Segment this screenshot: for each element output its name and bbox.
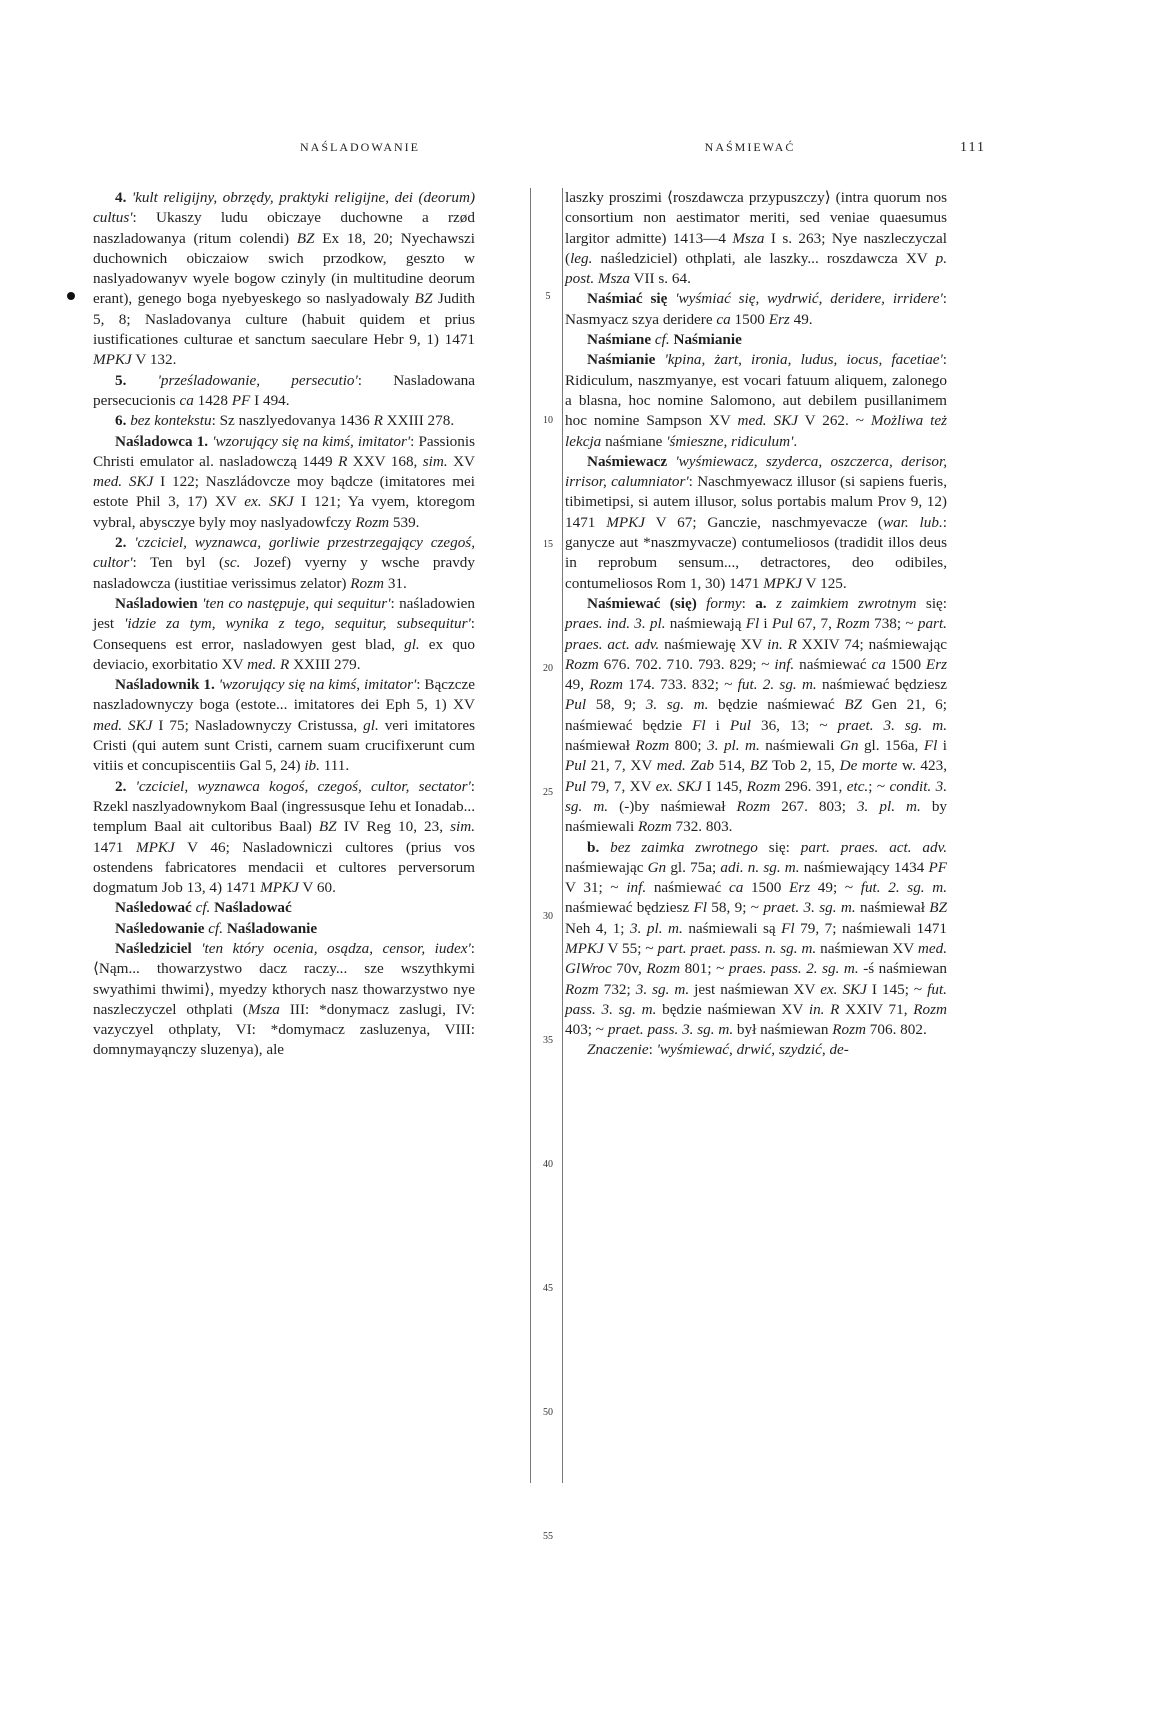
line-number: 50	[543, 1407, 553, 1419]
column-rule-right	[562, 188, 563, 1483]
line-number: 40	[543, 1159, 553, 1171]
line-number: 45	[543, 1283, 553, 1295]
margin-bullet-mark	[67, 292, 75, 300]
left-column	[93, 188, 475, 1061]
line-number: 15	[543, 539, 553, 551]
entry-paragraph: Naśladownik 1. 'wzorujący się na kimś, imitator': Bączcze naszladownyczy boga (estote... imitatores dei Eph 5, 1) XV med. SKJ I 75; Nasladownyczy Cristussa, gl. veri imitatores Cristi (qui autem sunt Cristi, carnem suam crucifixerunt cum vitiis et concupiscentiis Gal 5, 24) ib. 111.	[93, 676, 476, 775]
entry-paragraph: Naśladowien 'ten co następuje, qui sequitur': naśladowien jest 'idzie za tym, wynika z tego, sequitur, subsequitur': Consequens est error, nasladowyen gest blad, gl. ex quo deviacio, exorbitatio XV med. R XXIII 279.	[93, 594, 476, 673]
entry-paragraph: 6. bez kontekstu: Sz naszlyedovanya 1436 R XXIII 278.	[115, 412, 455, 430]
entry-paragraph: Znaczenie: 'wyśmiewać, drwić, szydzić, de-	[587, 1041, 849, 1059]
entry-paragraph: Naśmiane cf. Naśmianie	[587, 331, 742, 349]
running-header-right: NAŚMIEWAĆ	[704, 140, 796, 154]
line-number: 10	[543, 415, 553, 427]
line-number: 25	[543, 787, 553, 799]
entry-paragraph: 4. 'kult religijny, obrzędy, praktyki religijne, dei (deorum) cultus': Ukaszy ludu obiczaye duchowne a rzød naszladowanya (ritum colendi) BZ Ex 18, 20; Nyechawszi duchownich obiczaiow swich przodkow, geszto w naslyadowanyv wyele bogow czinyly (in multitudine deorum erant), genego boga nyebyeskego so naslyadowaly BZ Judith 5, 8; Nasladovanya culture (habuit quidem et prius iustificationes culturae et sanctum saeculare Hebr 9, 1) 1471 MPKJ V 132.	[93, 189, 475, 369]
line-number: 20	[543, 663, 553, 675]
entry-paragraph: Naśledowanie cf. Naśladowanie	[115, 919, 318, 937]
entry-paragraph: b. bez zaimka zwrotnego się: part. praes. act. adv. naśmiewając Gn gl. 75a; adi. n. sg. m. naśmiewający 1434 PF V 31; ~ inf. naśmiewać ca 1500 Erz 49; ~ fut. 2. sg. m. naśmiewać będziesz Fl 58, 9; ~ praet. 3. sg. m. naśmiewał BZ Neh 4, 1; 3. pl. m. naśmiewali są Fl 79, 7; naśmiewali 1471 MPKJ V 55; ~ part. praet. pass. n. sg. m. naśmiewan XV med. GlWroc 70v, Rozm 801; ~ praes. pass. 2. sg. m. -ś naśmiewan Rozm 732; 3. sg. m. jest naśmiewan XV ex. SKJ I 145; ~ fut. pass. 3. sg. m. będzie naśmiewan XV in. R XXIV 71, Rozm 403; ~ praet. pass. 3. sg. m. był naśmiewan Rozm 706. 802.	[565, 838, 948, 1039]
entry-paragraph: Naśmiać się 'wyśmiać się, wydrwić, deridere, irridere': Nasmyacz szya deridere ca 1500 Erz 49.	[565, 290, 947, 328]
entry-paragraph: Naśladowca 1. 'wzorujący się na kimś, imitator': Passionis Christi emulator al. nasladowczą 1449 R XXV 168, sim. XV med. SKJ I 122; Naszládovcze moy bądcze (imitatores mei estote Phil 3, 17) XV ex. SKJ I 121; Ya vyem, ktoregom vybral, abysczye byly moy naslyadowfczy Rozm 539.	[93, 432, 476, 531]
line-number: 35	[543, 1035, 553, 1047]
column-rule-left	[530, 188, 531, 1483]
entry-paragraph: 2. 'czciciel, wyznawca, gorliwie przestrzegający czegoś, cultor': Ten byl (sc. Jozef) vyerny y wsche pravdy nasladowcza (iustitiae verissimus zelator) Rozm 31.	[93, 534, 476, 592]
right-column	[565, 188, 947, 1061]
line-number: 30	[543, 911, 553, 923]
entry-paragraph: Naśledziciel 'ten który ocenia, osądza, censor, iudex': ⟨Nąm... thowarzystwo dacz raczy... sze wszythkymi swyathimi thwimi⟩, myedzy kthorych nasz thowarzystwo nye naszleczyczel othplati (Msza III: *donymacz zaslugi, IV: vazyczyel othplaty, VI: *domymacz zasluzenya, VIII: domnymayąnczy sluzenya), ale	[93, 939, 475, 1059]
entry-paragraph: Naśmiewacz 'wyśmiewacz, szyderca, oszczerca, derisor, irrisor, calumniator': Naschmyewacz illusor (si sapiens fueris, tibimetipsi, si autem illusor, solus portabis malum Prov 9, 12) 1471 MPKJ V 67; Ganczie, naschmyevacze (war. lub.: ganycze aut *naszmyvacze) contumeliosos (tradidit illos deus in reprobum sensum..., detractores, deo odibiles, contumeliosos Rom 1, 30) 1471 MPKJ V 125.	[565, 452, 948, 592]
entry-paragraph: Naśmiewać (się) formy: a. z zaimkiem zwrotnym się: praes. ind. 3. pl. naśmiewają Fl i Pul 67, 7, Rozm 738; ~ part. praes. act. adv. naśmiewaję XV in. R XXIV 74; naśmiewając Rozm 676. 702. 710. 793. 829; ~ inf. naśmiewać ca 1500 Erz 49, Rozm 174. 733. 832; ~ fut. 2. sg. m. naśmiewać będziesz Pul 58, 9; 3. sg. m. będzie naśmiewać BZ Gen 21, 6; naśmiewać będzie Fl i Pul 36, 13; ~ praet. 3. sg. m. naśmiewał Rozm 800; 3. pl. m. naśmiewali Gn gl. 156a, Fl i Pul 21, 7, XV med. Zab 514, BZ Tob 2, 15, De morte w. 423, Pul 79, 7, XV ex. SKJ I 145, Rozm 296. 391, etc.; ~ condit. 3. sg. m. (-)by naśmiewał Rozm 267. 803; 3. pl. m. by naśmiewali Rozm 732. 803.	[565, 594, 948, 836]
running-header-left: NAŚLADOWANIE	[300, 140, 420, 154]
line-number: 55	[543, 1531, 553, 1543]
line-number: 5	[545, 291, 551, 303]
entry-paragraph: Naśmianie 'kpina, żart, ironia, ludus, iocus, facetiae': Ridiculum, naszmyanye, est vocari fatuum aliquem, zalonego a blasna, hoc nomine Salomono, aut debilem pusillanimem hoc nomine Sampson XV med. SKJ V 262. ~ Możliwa też lekcja naśmiane 'śmieszne, ridiculum'.	[565, 351, 948, 450]
page-number: 111	[960, 140, 986, 155]
entry-paragraph: Naśledować cf. Naśladować	[115, 899, 292, 917]
entry-paragraph: 5. 'prześladowanie, persecutio': Nasladowana persecucionis ca 1428 PF I 494.	[93, 371, 476, 409]
entry-paragraph: 2. 'czciciel, wyznawca kogoś, czegoś, cultor, sectator': Rzekl naszlyadownykom Baal (ingressusque Iehu et Ionadab... templum Baal ait cultoribus Baal) BZ IV Reg 10, 23, sim. 1471 MPKJ V 46; Nasladowniczi cultores (prius vos ostendens fabricatores mendacii et cultores perversorum dogmatum Job 13, 4) 1471 MPKJ V 60.	[93, 777, 475, 897]
entry-paragraph: laszky proszimi ⟨roszdawcza przypuszczy⟩ (intra quorum nos consortium non aestimator meriti, sed veniae quaesumus largitor admitte) 1413—4 Msza I s. 263; Nye naszleczyczal (leg. naśledziciel) othplati, ale laszky... roszdawcza XV p. post. Msza VII s. 64.	[565, 189, 947, 288]
